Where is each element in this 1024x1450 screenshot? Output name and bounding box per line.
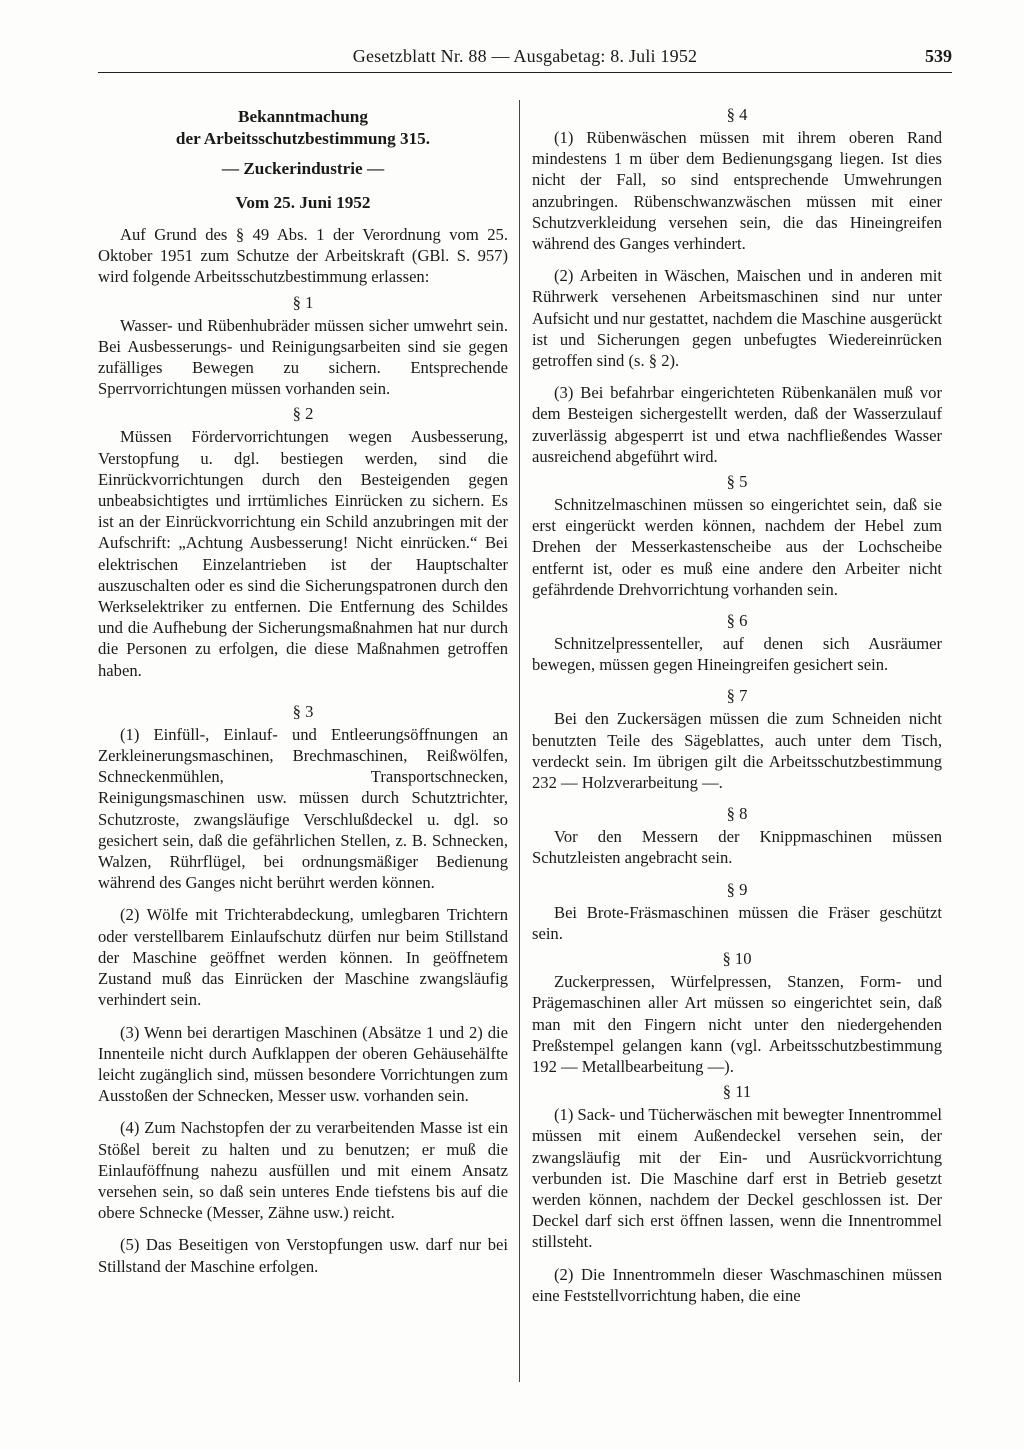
section-3-para-3: (3) Wenn bei derartigen Maschinen (Absätze 1 und 2) die Innenteile nicht durch Aufklappen der oberen Gehäusehälfte leicht zugänglich sind, müssen besondere Vorrichtungen zum Ausstoßen der Schnecken, Messer usw. vorhanden sein. [98, 1022, 508, 1106]
section-3-para-5: (5) Das Beseitigen von Verstopfungen usw. darf nur bei Stillstand der Maschine erfolgen. [98, 1235, 508, 1276]
title-line-2: der Arbeitsschutzbestimmung 315. [175, 129, 431, 148]
header-title: Gesetzblatt Nr. 88 — Ausgabetag: 8. Juli 1952 [352, 46, 698, 66]
section-9-text: Bei Brote-Fräsmaschinen müssen die Fräser geschützt sein. [532, 902, 942, 943]
section-8-text: Vor den Messern der Knippmaschinen müssen Schutzleisten angebracht sein. [532, 827, 942, 868]
section-11-para-2: (2) Die Innentrommeln dieser Waschmaschinen müssen eine Feststellvorrichtung haben, die eine [532, 1264, 942, 1305]
section-heading-7: § 7 [726, 686, 748, 706]
title-date: Vom 25. Juni 1952 [235, 193, 371, 212]
section-heading-1: § 1 [292, 292, 314, 312]
column-divider [519, 100, 520, 1382]
intro-paragraph: Auf Grund des § 49 Abs. 1 der Verordnung vom 25. Oktober 1951 zum Schutze der Arbeitskraft (GBl. S. 957) wird folgende Arbeitsschutzbestimmung erlassen: [98, 225, 508, 287]
section-heading-5: § 5 [726, 472, 748, 492]
right-column [532, 100, 942, 1306]
section-heading-10: § 10 [722, 949, 752, 969]
section-11-para-1: (1) Sack- und Tücherwäschen mit bewegter Innentrommel müssen mit einem Außendeckel versehen sein, der zwangsläufig mit der Ein- und Ausrückvorrichtung verbunden ist. Die Maschine darf erst in Betrieb gesetzt werden können, nachdem der Deckel geschlossen ist. Der Deckel darf sich erst öffnen lassen, wenn die Innentrommel stillsteht. [532, 1105, 942, 1252]
section-3-para-4: (4) Zum Nachstopfen der zu verarbeitenden Masse ist ein Stößel bereit zu halten und zu benutzen; er muß die Einlauföffnung nahezu ausfüllen und mit einem Ansatz versehen sein, so daß sein unteres Ende tiefstens bis auf die obere Schnecke (Messer, Zähne usw.) reicht. [98, 1118, 508, 1223]
section-4-para-3: (3) Bei befahrbar eingerichteten Rübenkanälen muß vor dem Besteigen sichergestellt werden, daß der Wasserzulauf zuverlässig abgesperrt ist und etwa nachfließendes Wasser ausreichend abgeführt wird. [532, 383, 942, 466]
section-heading-3: § 3 [292, 701, 314, 721]
section-10-text: Zuckerpressen, Würfelpressen, Stanzen, Form- und Prägemaschinen aller Art müssen so eingerichtet sein, daß man mit den Fingern nicht unter den niedergehenden Preßstempel gelangen kann (vgl. Arbeitsschutzbestimmung 192 — Metallbearbeitung —). [532, 972, 942, 1076]
section-7-text: Bei den Zuckersägen müssen die zum Schneiden nicht benutzten Teile des Sägeblattes, auch unter dem Tisch, verdeckt sein. Im übrigen gilt die Arbeitsschutzbestimmung 232 — Holzverarbeitung —. [532, 709, 942, 793]
section-heading-4: § 4 [726, 105, 748, 124]
section-heading-2: § 2 [292, 404, 314, 424]
title-line-3: — Zuckerindustrie — [221, 159, 385, 178]
section-heading-11: § 11 [722, 1082, 752, 1102]
section-1-text: Wasser- und Rübenhubräder müssen sicher umwehrt sein. Bei Ausbesserungs- und Reinigungsarbeiten sind sie gegen zufälliges Bewegen zu sichern. Entsprechende Sperrvorrichtungen müssen vorhanden sein. [98, 315, 508, 399]
section-3-para-1: (1) Einfüll-, Einlauf- und Entleerungsöffnungen an Zerkleinerungsmaschinen, Brechmaschinen, Reißwölfen, Schneckenmühlen, Transportschnecken, Reinigungsmaschinen usw. müssen durch Schutztrichter, Schutzroste, zwangsläufige Verschlußdeckel u. dgl. so gesichert sein, daß die gefährlichen Stellen, z. B. Schnecken, Walzen, Rührflügel, bei ordnungsmäßiger Bedienung während des Ganges nicht berührt werden können. [98, 724, 508, 893]
page-number: 539 [925, 46, 952, 66]
section-6-text: Schnitzelpressenteller, auf denen sich Ausräumer bewegen, müssen gegen Hineingreifen gesichert sein. [532, 634, 942, 675]
section-heading-6: § 6 [726, 611, 748, 631]
section-5-text: Schnitzelmaschinen müssen so eingerichtet sein, daß sie erst eingerückt werden können, nachdem der Hebel zum Drehen der Messerkastenscheibe aus der Lochscheibe entfernt ist, oder es muß eine andere den Arbeiter nicht gefährdende Drehvorrichtung vorhanden sein. [532, 495, 942, 599]
section-heading-9: § 9 [726, 879, 748, 899]
section-heading-8: § 8 [726, 804, 748, 824]
page-header [98, 46, 952, 73]
section-4-para-1: (1) Rübenwäschen müssen mit ihrem oberen Rand mindestens 1 m über dem Bedienungsgang liegen. Ist dies nicht der Fall, so sind entsprechende Umwehrungen anzubringen. Rübenschwanzwäschen müssen mit einer Schutzverkleidung versehen sein, die das Hineingreifen während des Ganges verhindert. [532, 128, 942, 254]
left-column [98, 100, 508, 1277]
section-3-para-2: (2) Wölfe mit Trichterabdeckung, umlegbaren Trichtern oder verstellbarem Einlaufschutz dürfen nur beim Stillstand der Maschine geöffnet werden können. In geöffnetem Zustand muß das Einrücken der Maschine zwangsläufig verhindert sein. [98, 905, 508, 1010]
section-4-para-2: (2) Arbeiten in Wäschen, Maischen und in anderen mit Rührwerk versehenen Arbeitsmaschinen sind nur unter Aufsicht und nur gestattet, nachdem die Maschine ausgerückt ist und Sicherungen gegen unbefugtes Wiedereinrücken getroffen sind (s. § 2). [532, 266, 942, 371]
section-2-text: Müssen Fördervorrichtungen wegen Ausbesserung, Verstopfung u. dgl. bestiegen werden, sind die Einrückvorrichtungen durch den Besteigenden gegen unbeabsichtigtes und irrtümliches Einrücken zu sichern. Es ist an der Einrückvorrichtung ein Schild anzubringen mit der Aufschrift: „Achtung Ausbesserung! Nicht einrücken.“ Bei elektrischen Einzelantrieben ist der Hauptschalter auszuschalten oder es sind die Sicherungspatronen durch den Werkselektriker zu entfernen. Die Entfernung des Schildes und die Aufhebung der Sicherungsmaßnahmen hat nur durch die Personen zu erfolgen, die diese Maßnahmen getroffen haben. [98, 427, 508, 680]
title-line-1: Bekanntmachung [238, 107, 368, 126]
